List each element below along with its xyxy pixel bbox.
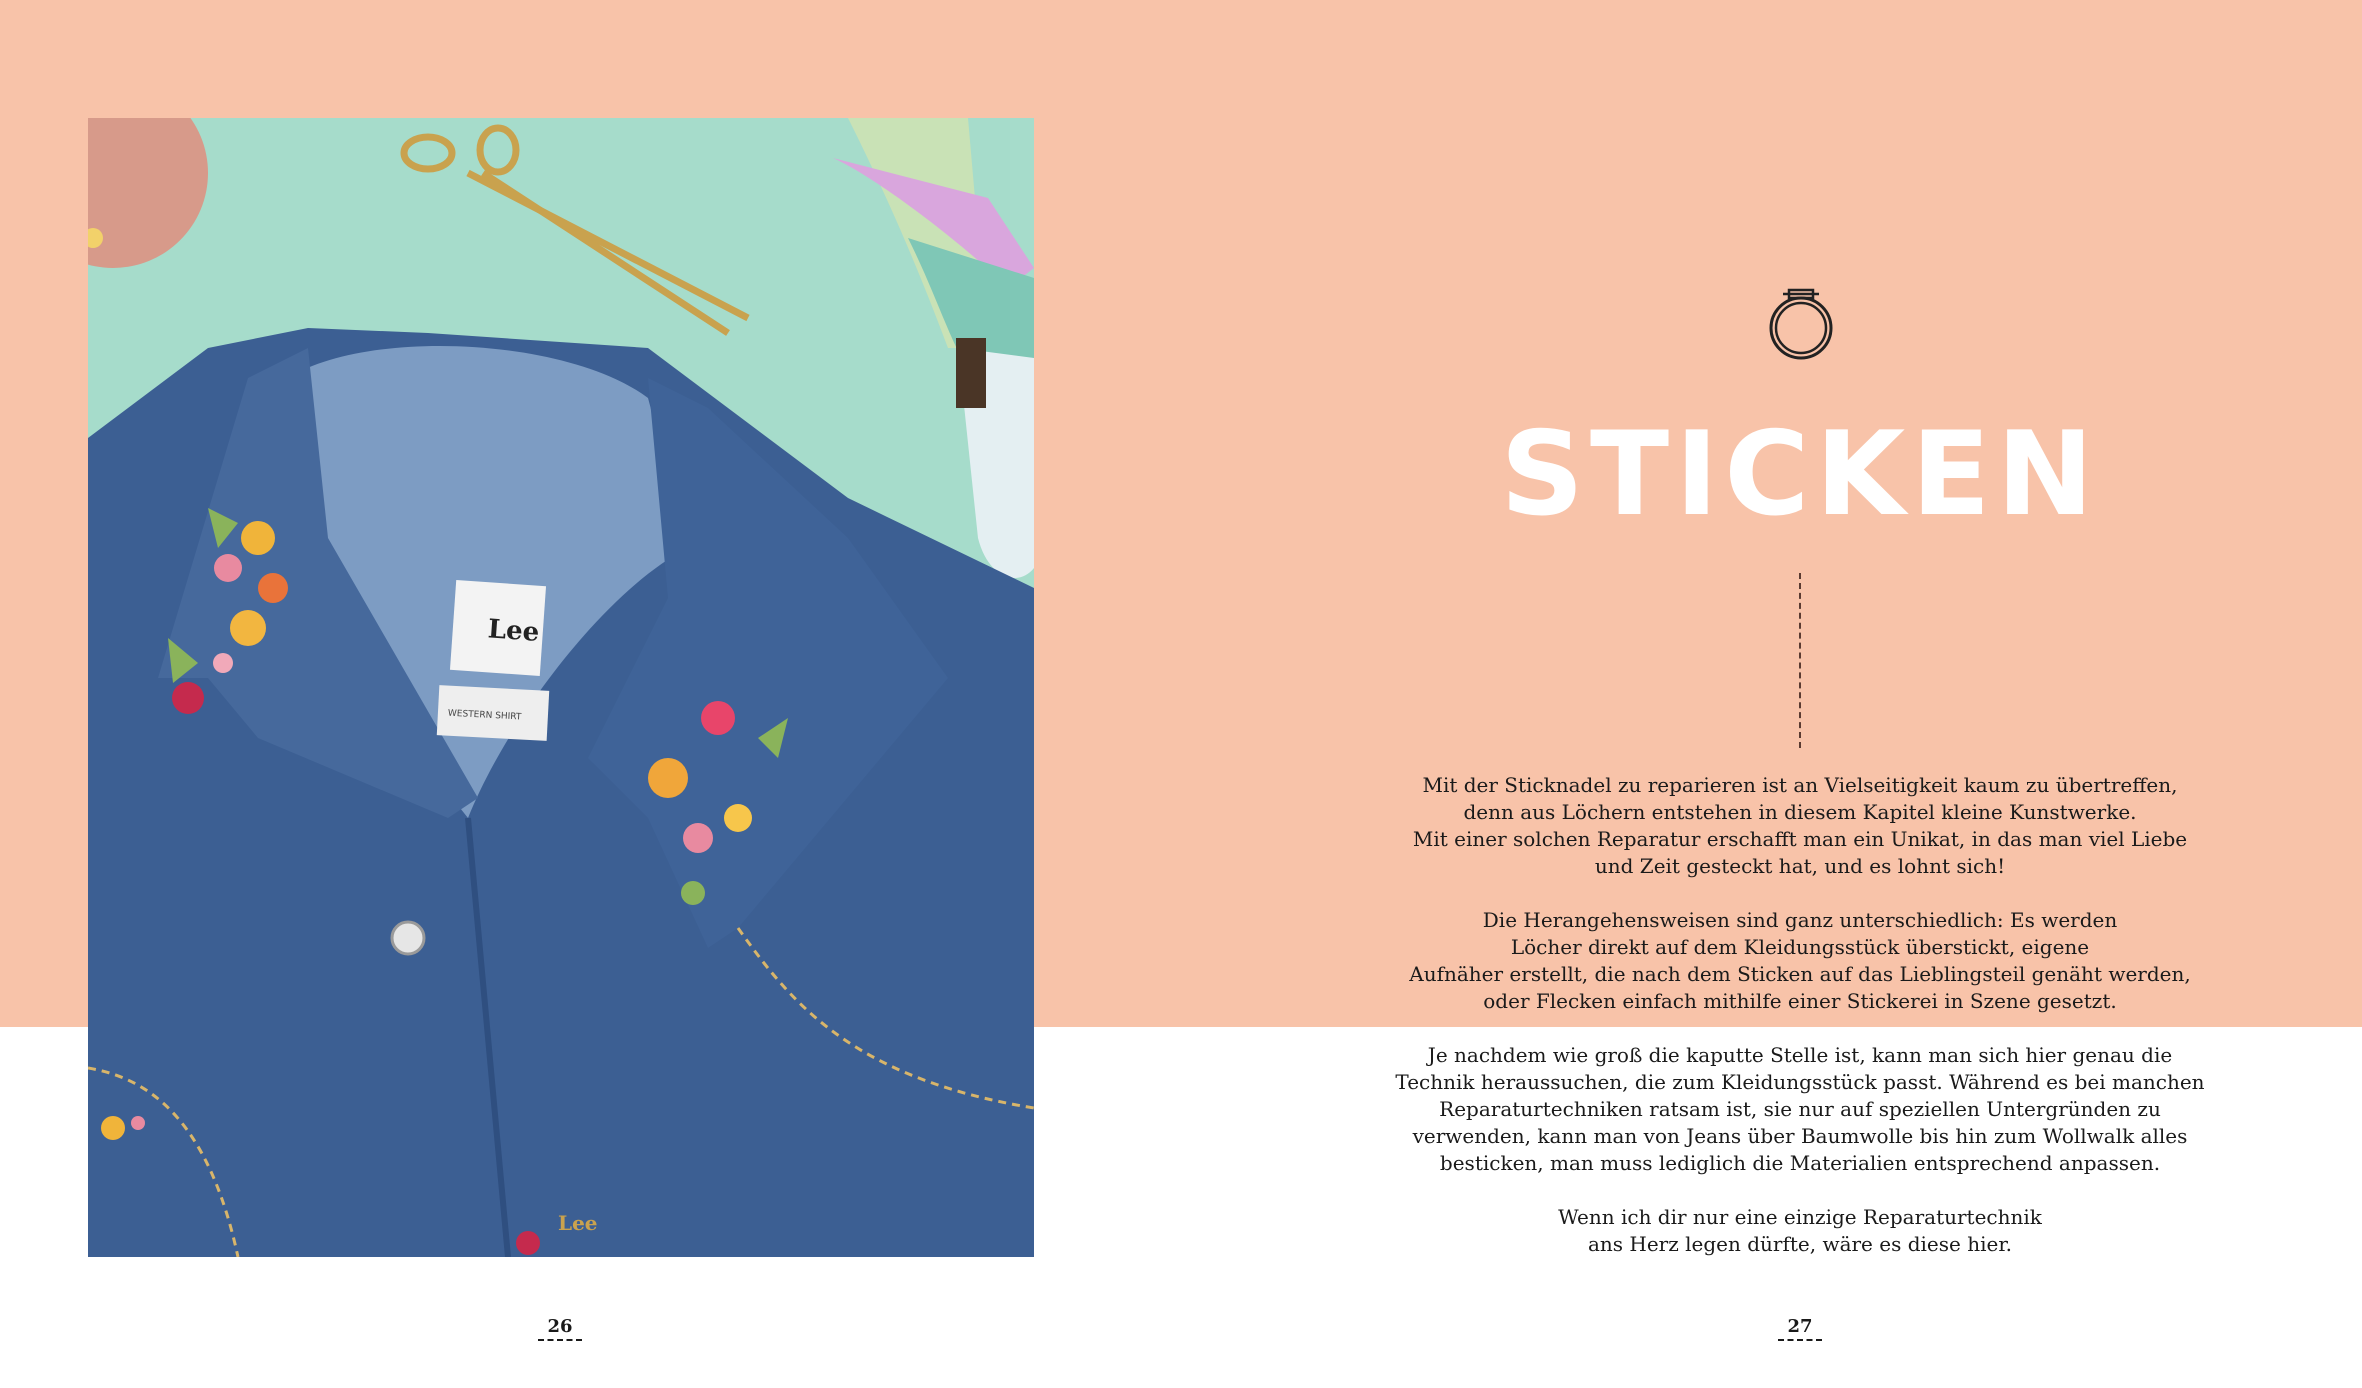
- dashed-divider: [1799, 573, 1801, 748]
- paragraph: Wenn ich dir nur eine einzige Reparaturtechnik ans Herz legen dürfte, wäre es diese hier.: [1558, 1205, 2042, 1256]
- page-number-underline: [538, 1339, 582, 1341]
- paragraph: Die Herangehensweisen sind ganz unterschiedlich: Es werden Löcher direkt auf dem Kleidungsstück überstickt, eigene Aufnäher erstellt, die nach dem Sticken auf das Lieblingsteil genäht werden, oder Flecken einfach mithilfe einer Stickerei in Szene gesetzt.: [1409, 908, 2191, 1013]
- pocket-brand: Lee: [558, 1211, 598, 1235]
- label-brand: Lee: [486, 614, 541, 648]
- paragraph: Je nachdem wie groß die kaputte Stelle ist, kann man sich hier genau die Technik heraussuchen, die zum Kleidungsstück passt. Während es bei manchen Reparaturtechniken ratsam ist, sie nur auf speziellen Untergründen zu verwenden, kann man von Jeans über Baumwolle bis hin zum Wollwalk alles besticken, man muss lediglich die Materialien entsprechend anpassen.: [1395, 1043, 2205, 1175]
- page-number-underline: [1778, 1339, 1822, 1341]
- paragraph: Mit der Sticknadel zu reparieren ist an Vielseitigkeit kaum zu übertreffen, denn aus Löchern entstehen in diesem Kapitel kleine Kunstwerke. Mit einer solchen Reparatur erschafft man ein Unikat, in das man viel Liebe und Zeit gesteckt hat, und es lohnt sich!: [1412, 773, 2188, 878]
- page-number-right-label: 27: [1787, 1316, 1813, 1337]
- page-number-right: [1760, 1316, 1840, 1341]
- denim-shirt-photo: [88, 118, 1034, 1257]
- page-number-left-label: 26: [547, 1316, 573, 1337]
- embroidery-hoop-icon: [1765, 282, 1837, 362]
- label-tag: WESTERN SHIRT: [447, 708, 522, 723]
- chapter-title: STICKEN: [1500, 407, 2100, 542]
- chapter-intro-text: [1380, 772, 2220, 1285]
- page-number-left: [520, 1316, 600, 1341]
